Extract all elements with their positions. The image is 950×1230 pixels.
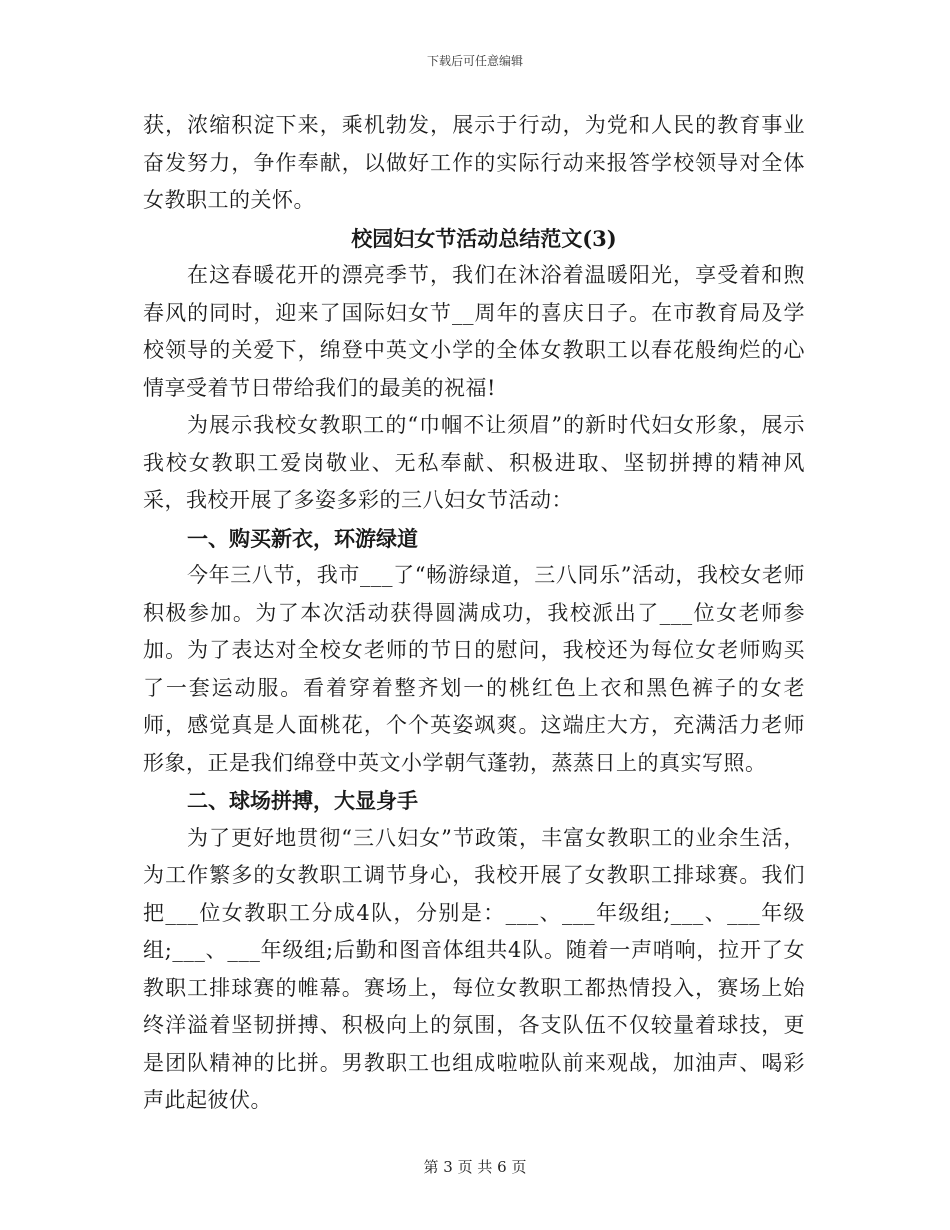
subheading-2: 二、球场拼搏，大显身手 (187, 788, 418, 813)
section-title: 校园妇女节活动总结范文(3) (351, 225, 617, 251)
paragraph-activity-2: 为了更好地贯彻“三八妇女”节政策，丰富女教职工的业余生活，为工作繁多的女教职工调节身心，我校开展了女教职工排球赛。我们把___位女教职工分成4队，分别是：___、___年级组;___、___年级组;___、___年级组;后勤和图音体组共4队。随着一声哨响，拉开了女教职工排球赛的帷幕。赛场上，每位女教职工都热情投入，赛场上始终洋溢着坚韧拼搏、积极向上的氛围，各支队伍不仅较量着球技，更是团队精神的比拼。男教职工也组成啦啦队前来观战，加油声、喝彩声此起彼伏。 (143, 825, 805, 1112)
paragraph-activity-1: 今年三八节，我市___了“畅游绿道，三八同乐”活动，我校女老师积极参加。为了本次活动获得圆满成功，我校派出了___位女老师参加。为了表达对全校女老师的节日的慰问，我校还为每位女老师购买了一套运动服。看着穿着整齐划一的桃红色上衣和黑色裤子的女老师，感觉真是人面桃花，个个英姿飒爽。这端庄大方，充满活力老师形象，正是我们绵登中英文小学朝气蓬勃，蒸蒸日上的真实写照。 (143, 563, 805, 775)
document-body (143, 107, 805, 1120)
page-header: 下载后可任意编辑 (426, 54, 523, 68)
subheading-1: 一、购买新衣，环游绿道 (187, 525, 418, 551)
paragraph-continuation: 获，浓缩积淀下来，乘机勃发，展示于行动，为党和人民的教育事业奋发努力，争作奉献，以做好工作的实际行动来报答学校领导对全体女教职工的关怀。 (143, 113, 805, 212)
page-footer: 第 3 页 共 6 页 (423, 1158, 527, 1176)
paragraph-purpose: 为展示我校女教职工的“巾帼不让须眉”的新时代妇女形象，展示我校女教职工爱岗敬业、无私奉献、积极进取、坚韧拼搏的精神风采，我校开展了多姿多彩的三八妇女节活动： (143, 413, 805, 512)
paragraph-intro: 在这春暖花开的漂亮季节，我们在沐浴着温暖阳光，享受着和煦春风的同时，迎来了国际妇女节__周年的喜庆日子。在市教育局及学校领导的关爱下，绵登中英文小学的全体女教职工以春花般绚烂的心情享受着节日带给我们的最美的祝福! (143, 263, 805, 400)
